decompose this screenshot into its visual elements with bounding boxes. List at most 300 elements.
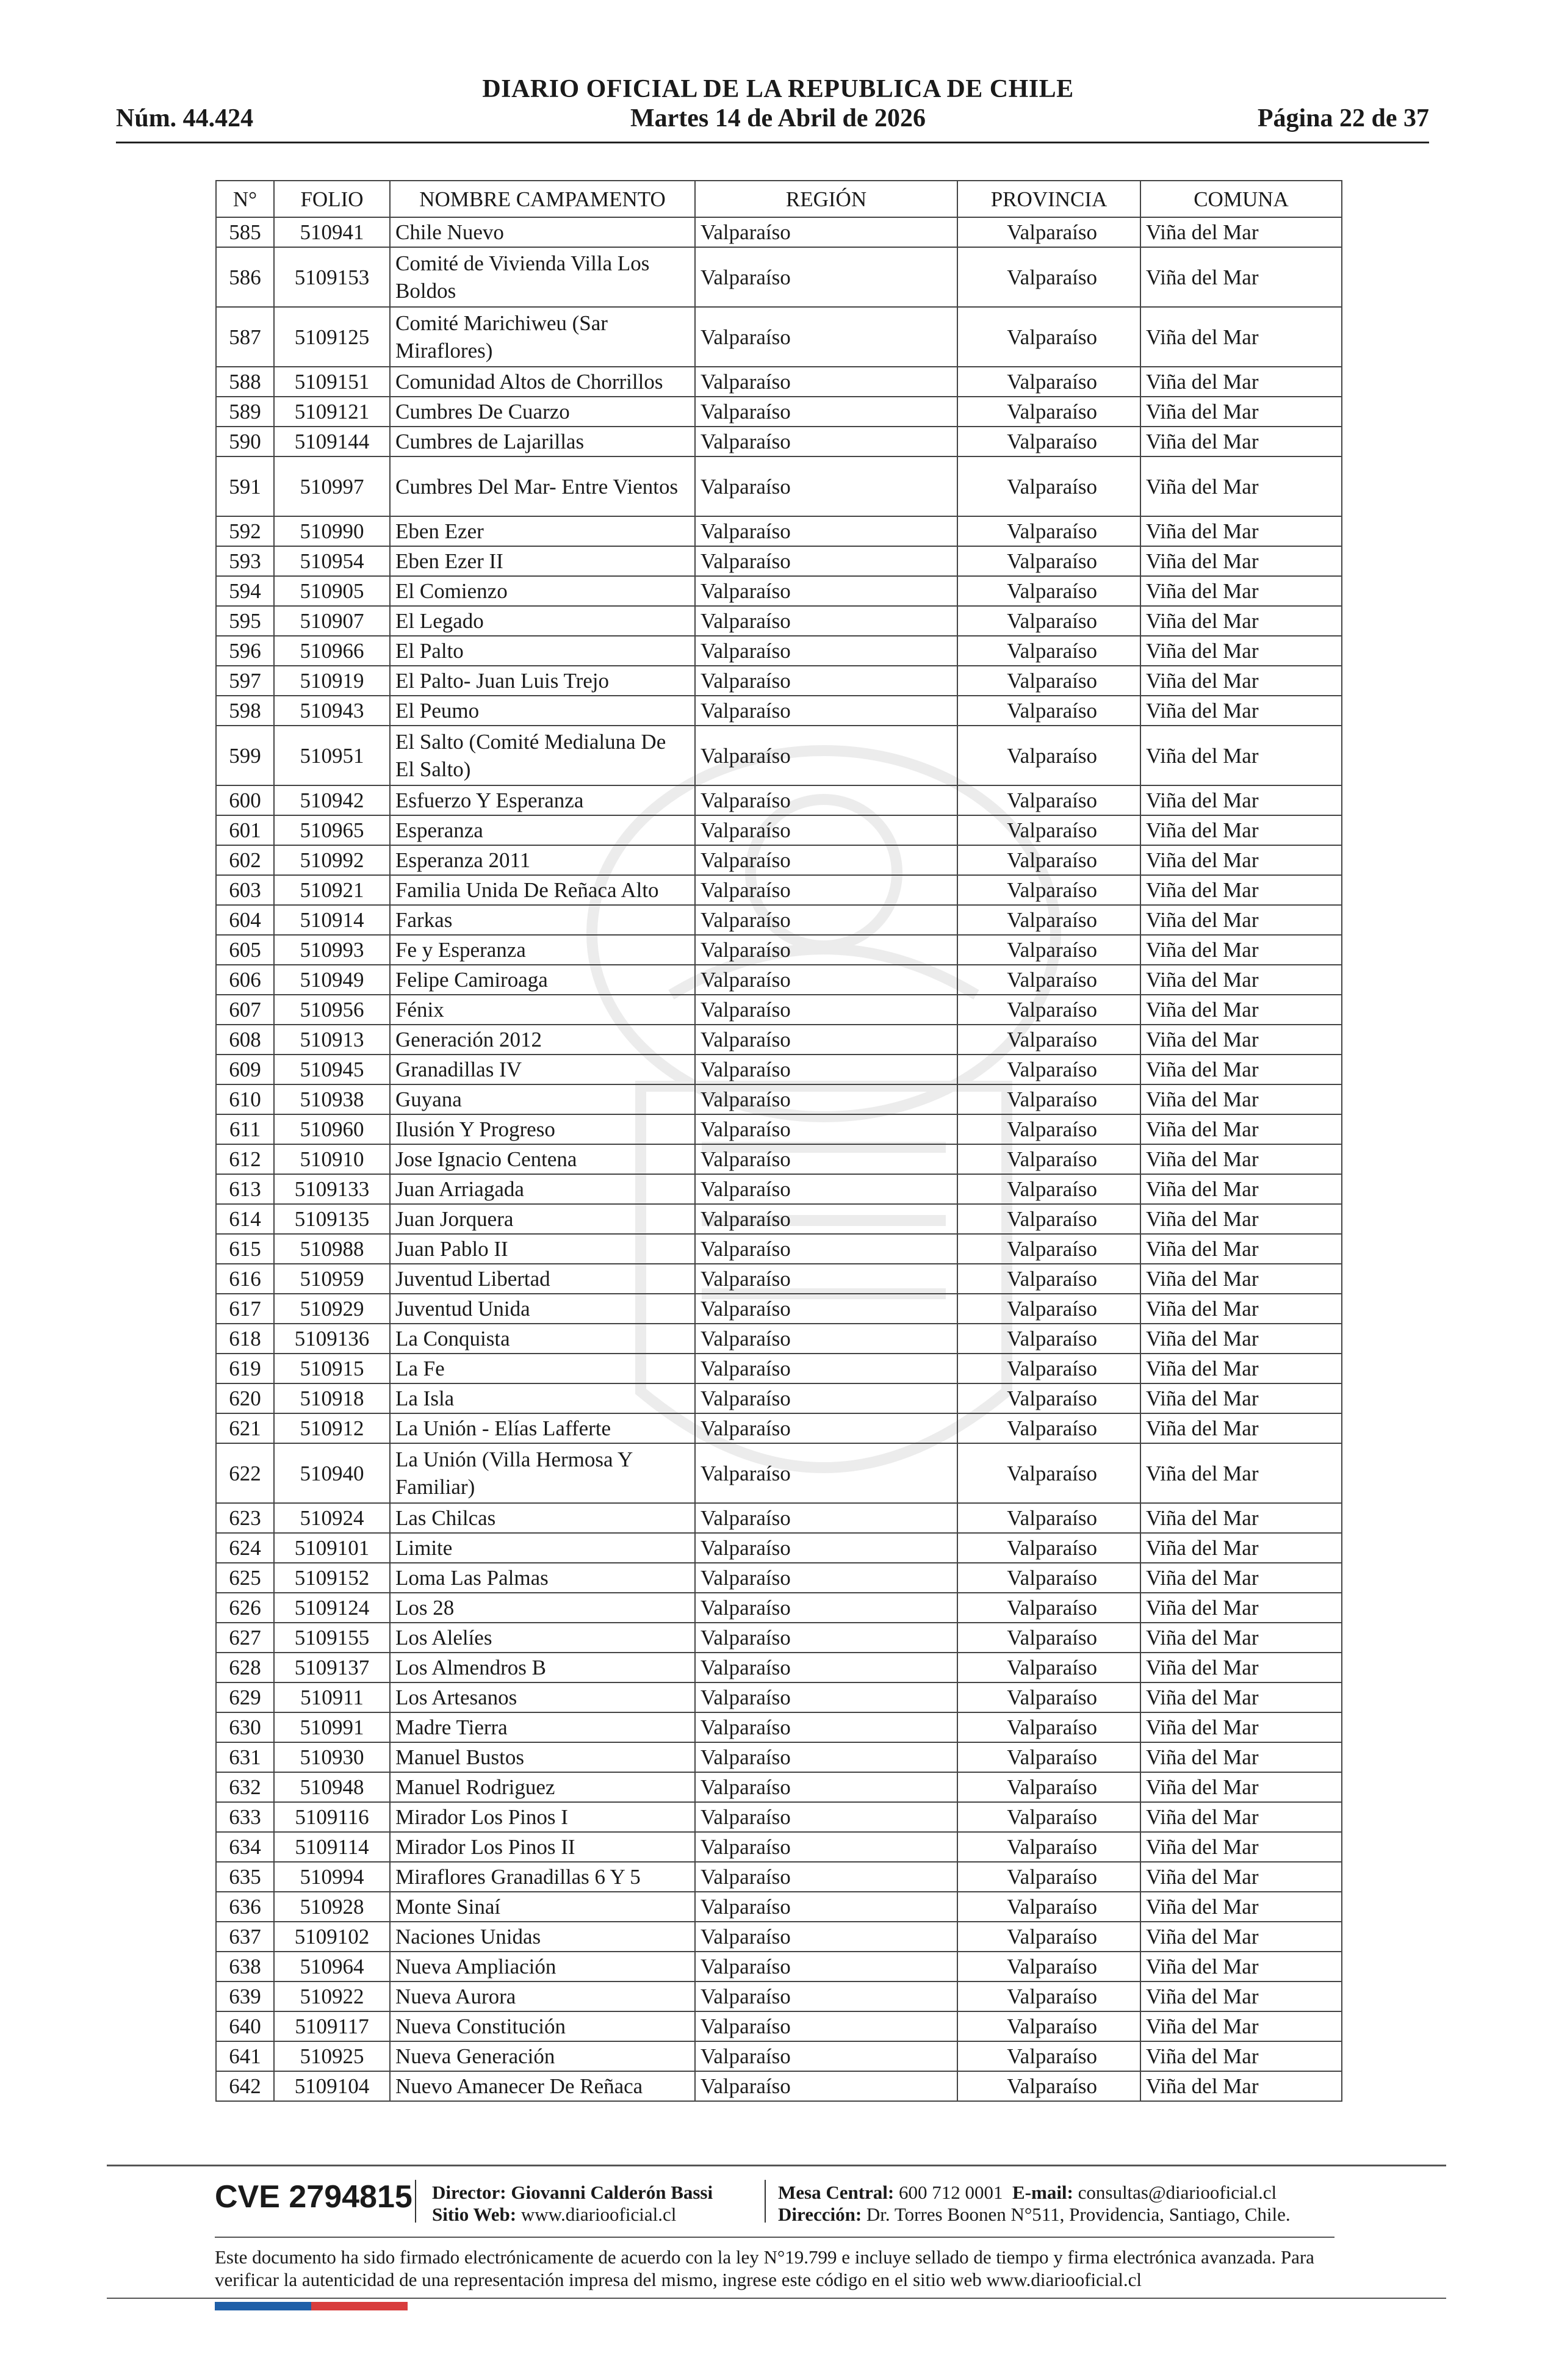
cell-number: 619 (216, 1354, 274, 1383)
cell-comuna: Viña del Mar (1140, 2041, 1342, 2071)
cell-number: 618 (216, 1324, 274, 1354)
table-row (216, 1174, 1342, 1204)
cell-name: Felipe Camiroaga (390, 965, 695, 995)
cell-provincia: Valparaíso (957, 1294, 1140, 1324)
address-value: Dr. Torres Boonen N°511, Providencia, Santiago, Chile. (866, 2204, 1291, 2225)
cell-provincia: Valparaíso (957, 1982, 1140, 2011)
table-row (216, 1563, 1342, 1593)
cell-folio: 510942 (274, 785, 390, 815)
table-row (216, 935, 1342, 965)
cell-name: Los Almendros B (390, 1653, 695, 1682)
cell-provincia: Valparaíso (957, 1712, 1140, 1742)
cell-folio: 510929 (274, 1294, 390, 1324)
cell-comuna: Viña del Mar (1140, 1772, 1342, 1802)
cell-comuna: Viña del Mar (1140, 1802, 1342, 1832)
cell-name: Jose Ignacio Centena (390, 1144, 695, 1174)
cell-provincia: Valparaíso (957, 1114, 1140, 1144)
cell-name: El Palto- Juan Luis Trejo (390, 666, 695, 696)
cell-region: Valparaíso (695, 785, 957, 815)
cell-comuna: Viña del Mar (1140, 1294, 1342, 1324)
cell-name: La Fe (390, 1354, 695, 1383)
cell-name: La Unión - Elías Lafferte (390, 1413, 695, 1443)
cell-region: Valparaíso (695, 726, 957, 785)
cell-provincia: Valparaíso (957, 815, 1140, 845)
cell-number: 594 (216, 576, 274, 606)
cell-provincia: Valparaíso (957, 965, 1140, 995)
cell-provincia: Valparaíso (957, 1742, 1140, 1772)
cell-region: Valparaíso (695, 845, 957, 875)
col-header-provincia: PROVINCIA (957, 181, 1140, 217)
cell-provincia: Valparaíso (957, 1623, 1140, 1653)
cell-folio: 510948 (274, 1772, 390, 1802)
cell-number: 611 (216, 1114, 274, 1144)
cell-region: Valparaíso (695, 935, 957, 965)
cell-name: La Isla (390, 1383, 695, 1413)
cell-folio: 510997 (274, 456, 390, 516)
cell-folio: 510915 (274, 1354, 390, 1383)
cell-number: 607 (216, 995, 274, 1025)
cell-provincia: Valparaíso (957, 1174, 1140, 1204)
cell-folio: 5109101 (274, 1533, 390, 1563)
table-row (216, 546, 1342, 576)
cell-region: Valparaíso (695, 1802, 957, 1832)
cell-comuna: Viña del Mar (1140, 1922, 1342, 1952)
cell-folio: 510990 (274, 516, 390, 546)
cell-name: Los Artesanos (390, 1682, 695, 1712)
director-info (432, 2182, 713, 2226)
cell-name: Esperanza 2011 (390, 845, 695, 875)
cell-provincia: Valparaíso (957, 1832, 1140, 1862)
cell-folio: 510993 (274, 935, 390, 965)
cell-folio: 510949 (274, 965, 390, 995)
cell-region: Valparaíso (695, 1204, 957, 1234)
cell-number: 609 (216, 1055, 274, 1084)
cell-number: 599 (216, 726, 274, 785)
cell-region: Valparaíso (695, 666, 957, 696)
table-header-row (216, 181, 1342, 217)
cell-name: Generación 2012 (390, 1025, 695, 1055)
cell-name: Manuel Bustos (390, 1742, 695, 1772)
cell-name: Monte Sinaí (390, 1892, 695, 1922)
cell-number: 627 (216, 1623, 274, 1653)
cell-folio: 510919 (274, 666, 390, 696)
cell-number: 603 (216, 875, 274, 905)
cell-number: 597 (216, 666, 274, 696)
cell-comuna: Viña del Mar (1140, 935, 1342, 965)
cell-provincia: Valparaíso (957, 1892, 1140, 1922)
cell-number: 606 (216, 965, 274, 995)
table-row (216, 905, 1342, 935)
cell-comuna: Viña del Mar (1140, 1533, 1342, 1563)
cell-folio: 510964 (274, 1952, 390, 1982)
cell-region: Valparaíso (695, 2011, 957, 2041)
cell-name: Fe y Esperanza (390, 935, 695, 965)
table-row (216, 1204, 1342, 1234)
cell-comuna: Viña del Mar (1140, 1982, 1342, 2011)
cell-name: Juventud Libertad (390, 1264, 695, 1294)
cell-folio: 5109133 (274, 1174, 390, 1204)
cell-number: 585 (216, 217, 274, 247)
address-label: Dirección: (778, 2204, 862, 2225)
cell-region: Valparaíso (695, 1653, 957, 1682)
table-row (216, 456, 1342, 516)
table-row (216, 397, 1342, 427)
table-row (216, 1294, 1342, 1324)
cell-region: Valparaíso (695, 1025, 957, 1055)
cell-folio: 5109116 (274, 1802, 390, 1832)
cell-comuna: Viña del Mar (1140, 1503, 1342, 1533)
cell-folio: 510918 (274, 1383, 390, 1413)
cell-comuna: Viña del Mar (1140, 1354, 1342, 1383)
cell-number: 602 (216, 845, 274, 875)
cell-name: El Salto (Comité Medialuna De El Salto) (390, 726, 695, 785)
contact-info (778, 2182, 1291, 2226)
cell-folio: 510988 (274, 1234, 390, 1264)
cell-region: Valparaíso (695, 1593, 957, 1623)
cell-comuna: Viña del Mar (1140, 1682, 1342, 1712)
cell-name: Nuevo Amanecer De Reñaca (390, 2071, 695, 2101)
cell-number: 636 (216, 1892, 274, 1922)
cell-folio: 5109152 (274, 1563, 390, 1593)
table-row (216, 2071, 1342, 2101)
cell-name: Nueva Generación (390, 2041, 695, 2071)
cell-provincia: Valparaíso (957, 307, 1140, 367)
cell-name: Comunidad Altos de Chorrillos (390, 367, 695, 397)
cell-folio: 510965 (274, 815, 390, 845)
cell-folio: 5109124 (274, 1593, 390, 1623)
cell-region: Valparaíso (695, 1533, 957, 1563)
table-row (216, 427, 1342, 456)
cell-comuna: Viña del Mar (1140, 217, 1342, 247)
cell-comuna: Viña del Mar (1140, 696, 1342, 726)
cell-folio: 510907 (274, 606, 390, 636)
table-row (216, 1772, 1342, 1802)
cell-comuna: Viña del Mar (1140, 1264, 1342, 1294)
cell-comuna: Viña del Mar (1140, 606, 1342, 636)
cell-number: 620 (216, 1383, 274, 1413)
cell-name: Cumbres De Cuarzo (390, 397, 695, 427)
cell-comuna: Viña del Mar (1140, 1055, 1342, 1084)
cell-comuna: Viña del Mar (1140, 1443, 1342, 1503)
cell-provincia: Valparaíso (957, 1413, 1140, 1443)
cell-region: Valparaíso (695, 427, 957, 456)
cell-number: 631 (216, 1742, 274, 1772)
table-row (216, 217, 1342, 247)
signature-disclaimer: Este documento ha sido firmado electrónicamente de acuerdo con la ley N°19.799 e incluye sellado de tiempo y firma electrónica avanzada. Para verificar la autenticidad de una representación impresa del mismo, ingrese este código en el sitio web www.diariooficial.cl (215, 2246, 1314, 2290)
cell-comuna: Viña del Mar (1140, 307, 1342, 367)
footer-divider (107, 2165, 1446, 2166)
cell-number: 626 (216, 1593, 274, 1623)
cell-folio: 510925 (274, 2041, 390, 2071)
cell-provincia: Valparaíso (957, 995, 1140, 1025)
cell-region: Valparaíso (695, 875, 957, 905)
cell-region: Valparaíso (695, 696, 957, 726)
cell-region: Valparaíso (695, 1563, 957, 1593)
cell-folio: 510914 (274, 905, 390, 935)
table-row (216, 845, 1342, 875)
cell-comuna: Viña del Mar (1140, 965, 1342, 995)
cell-comuna: Viña del Mar (1140, 1324, 1342, 1354)
cell-provincia: Valparaíso (957, 1653, 1140, 1682)
cell-comuna: Viña del Mar (1140, 995, 1342, 1025)
cell-region: Valparaíso (695, 1862, 957, 1892)
cell-folio: 510960 (274, 1114, 390, 1144)
cell-number: 604 (216, 905, 274, 935)
cell-provincia: Valparaíso (957, 1383, 1140, 1413)
cell-number: 605 (216, 935, 274, 965)
cell-region: Valparaíso (695, 636, 957, 666)
cell-number: 629 (216, 1682, 274, 1712)
footer-divider (215, 2237, 1334, 2238)
cell-number: 598 (216, 696, 274, 726)
table-row (216, 1383, 1342, 1413)
cell-provincia: Valparaíso (957, 1533, 1140, 1563)
cell-number: 591 (216, 456, 274, 516)
cell-name: Juventud Unida (390, 1294, 695, 1324)
table-row (216, 1144, 1342, 1174)
cell-comuna: Viña del Mar (1140, 247, 1342, 307)
cell-comuna: Viña del Mar (1140, 1892, 1342, 1922)
cell-provincia: Valparaíso (957, 1204, 1140, 1234)
col-header-folio: FOLIO (274, 181, 390, 217)
cell-comuna: Viña del Mar (1140, 1204, 1342, 1234)
cell-comuna: Viña del Mar (1140, 1413, 1342, 1443)
table-row (216, 367, 1342, 397)
cell-name: Ilusión Y Progreso (390, 1114, 695, 1144)
cell-provincia: Valparaíso (957, 845, 1140, 875)
cell-folio: 510992 (274, 845, 390, 875)
cell-region: Valparaíso (695, 1772, 957, 1802)
table-row (216, 576, 1342, 606)
cell-region: Valparaíso (695, 456, 957, 516)
table-row (216, 875, 1342, 905)
cell-region: Valparaíso (695, 995, 957, 1025)
cell-number: 634 (216, 1832, 274, 1862)
cell-region: Valparaíso (695, 905, 957, 935)
cell-name: Juan Jorquera (390, 1204, 695, 1234)
table-row (216, 1982, 1342, 2011)
cell-name: Mirador Los Pinos I (390, 1802, 695, 1832)
cell-region: Valparaíso (695, 1443, 957, 1503)
table-row (216, 1682, 1342, 1712)
cell-region: Valparaíso (695, 1413, 957, 1443)
cell-comuna: Viña del Mar (1140, 1623, 1342, 1653)
cell-provincia: Valparaíso (957, 2011, 1140, 2041)
cell-folio: 510954 (274, 546, 390, 576)
cell-number: 642 (216, 2071, 274, 2101)
cell-folio: 510943 (274, 696, 390, 726)
table-row (216, 516, 1342, 546)
cell-provincia: Valparaíso (957, 696, 1140, 726)
cell-comuna: Viña del Mar (1140, 516, 1342, 546)
cell-comuna: Viña del Mar (1140, 456, 1342, 516)
cell-region: Valparaíso (695, 307, 957, 367)
cell-folio: 5109104 (274, 2071, 390, 2101)
email-label: E-mail: (1012, 2182, 1073, 2203)
table-row (216, 696, 1342, 726)
cell-region: Valparaíso (695, 1174, 957, 1204)
cell-number: 641 (216, 2041, 274, 2071)
table-row (216, 1712, 1342, 1742)
cell-number: 624 (216, 1533, 274, 1563)
cell-folio: 510938 (274, 1084, 390, 1114)
cell-region: Valparaíso (695, 367, 957, 397)
table-row (216, 1084, 1342, 1114)
camps-table (215, 180, 1342, 2102)
cell-provincia: Valparaíso (957, 1443, 1140, 1503)
cell-number: 615 (216, 1234, 274, 1264)
cell-provincia: Valparaíso (957, 2071, 1140, 2101)
cell-comuna: Viña del Mar (1140, 397, 1342, 427)
table-row (216, 1055, 1342, 1084)
cell-comuna: Viña del Mar (1140, 845, 1342, 875)
table-row (216, 1832, 1342, 1862)
cell-comuna: Viña del Mar (1140, 1025, 1342, 1055)
cell-folio: 5109151 (274, 367, 390, 397)
cell-folio: 510924 (274, 1503, 390, 1533)
cell-number: 587 (216, 307, 274, 367)
cell-name: Cumbres de Lajarillas (390, 427, 695, 456)
cell-name: Las Chilcas (390, 1503, 695, 1533)
table-row (216, 1264, 1342, 1294)
phone-label: Mesa Central: (778, 2182, 895, 2203)
cell-comuna: Viña del Mar (1140, 1862, 1342, 1892)
cell-comuna: Viña del Mar (1140, 1593, 1342, 1623)
cell-region: Valparaíso (695, 1234, 957, 1264)
cell-provincia: Valparaíso (957, 1084, 1140, 1114)
cell-name: Eben Ezer II (390, 546, 695, 576)
cell-provincia: Valparaíso (957, 1354, 1140, 1383)
cell-name: Mirador Los Pinos II (390, 1832, 695, 1862)
cell-folio: 5109136 (274, 1324, 390, 1354)
cell-folio: 5109114 (274, 1832, 390, 1862)
cell-comuna: Viña del Mar (1140, 1563, 1342, 1593)
cell-region: Valparaíso (695, 1952, 957, 1982)
cell-provincia: Valparaíso (957, 456, 1140, 516)
cell-number: 614 (216, 1204, 274, 1234)
cell-number: 608 (216, 1025, 274, 1055)
cell-number: 621 (216, 1413, 274, 1443)
cell-region: Valparaíso (695, 1264, 957, 1294)
cell-number: 637 (216, 1922, 274, 1952)
cell-name: Comité de Vivienda Villa Los Boldos (390, 247, 695, 307)
cell-region: Valparaíso (695, 1712, 957, 1742)
cell-region: Valparaíso (695, 397, 957, 427)
table-row (216, 307, 1342, 367)
cell-region: Valparaíso (695, 1294, 957, 1324)
cell-region: Valparaíso (695, 1742, 957, 1772)
director-label: Director: (432, 2182, 506, 2203)
cell-region: Valparaíso (695, 1922, 957, 1952)
cell-region: Valparaíso (695, 576, 957, 606)
cell-provincia: Valparaíso (957, 935, 1140, 965)
cell-comuna: Viña del Mar (1140, 576, 1342, 606)
cell-number: 596 (216, 636, 274, 666)
director-name: Giovanni Calderón Bassi (511, 2182, 713, 2203)
cell-name: La Conquista (390, 1324, 695, 1354)
cell-number: 613 (216, 1174, 274, 1204)
cell-provincia: Valparaíso (957, 367, 1140, 397)
cell-folio: 510928 (274, 1892, 390, 1922)
cell-comuna: Viña del Mar (1140, 666, 1342, 696)
table-row (216, 636, 1342, 666)
website-link[interactable]: www.diariooficial.cl (520, 2204, 677, 2225)
cell-comuna: Viña del Mar (1140, 1234, 1342, 1264)
cell-number: 640 (216, 2011, 274, 2041)
newspaper-title: DIARIO OFICIAL DE LA REPUBLICA DE CHILE (482, 75, 1074, 103)
cell-region: Valparaíso (695, 546, 957, 576)
cell-name: Los Alelíes (390, 1623, 695, 1653)
cell-name: Guyana (390, 1084, 695, 1114)
cell-comuna: Viña del Mar (1140, 367, 1342, 397)
cell-name: Esperanza (390, 815, 695, 845)
table-row (216, 995, 1342, 1025)
cell-name: Fénix (390, 995, 695, 1025)
header-divider (116, 142, 1429, 143)
table-row (216, 785, 1342, 815)
cell-name: Familia Unida De Reñaca Alto (390, 875, 695, 905)
cell-comuna: Viña del Mar (1140, 1952, 1342, 1982)
table-row (216, 666, 1342, 696)
email-link[interactable]: consultas@diariooficial.cl (1078, 2182, 1277, 2203)
cell-name: Madre Tierra (390, 1712, 695, 1742)
cell-provincia: Valparaíso (957, 1862, 1140, 1892)
cell-comuna: Viña del Mar (1140, 1832, 1342, 1862)
cell-comuna: Viña del Mar (1140, 2011, 1342, 2041)
cell-folio: 510910 (274, 1144, 390, 1174)
cell-region: Valparaíso (695, 1114, 957, 1144)
cell-number: 632 (216, 1772, 274, 1802)
table-row (216, 1354, 1342, 1383)
cell-region: Valparaíso (695, 965, 957, 995)
table-row (216, 2041, 1342, 2071)
table-row (216, 815, 1342, 845)
cell-number: 590 (216, 427, 274, 456)
cell-number: 639 (216, 1982, 274, 2011)
cell-name: Juan Pablo II (390, 1234, 695, 1264)
cell-comuna: Viña del Mar (1140, 636, 1342, 666)
cell-number: 595 (216, 606, 274, 636)
cell-region: Valparaíso (695, 1503, 957, 1533)
cell-folio: 510959 (274, 1264, 390, 1294)
cell-provincia: Valparaíso (957, 1593, 1140, 1623)
table-row (216, 726, 1342, 785)
cell-name: Naciones Unidas (390, 1922, 695, 1952)
cell-provincia: Valparaíso (957, 636, 1140, 666)
cell-folio: 510966 (274, 636, 390, 666)
cell-provincia: Valparaíso (957, 666, 1140, 696)
cell-comuna: Viña del Mar (1140, 905, 1342, 935)
footer-separator (415, 2180, 416, 2223)
cell-provincia: Valparaíso (957, 576, 1140, 606)
cell-provincia: Valparaíso (957, 1025, 1140, 1055)
table-row (216, 1862, 1342, 1892)
table-body (216, 217, 1342, 2101)
cell-folio: 510956 (274, 995, 390, 1025)
cell-region: Valparaíso (695, 1354, 957, 1383)
cell-comuna: Viña del Mar (1140, 875, 1342, 905)
cell-region: Valparaíso (695, 1084, 957, 1114)
cell-provincia: Valparaíso (957, 1802, 1140, 1832)
cell-provincia: Valparaíso (957, 217, 1140, 247)
cell-folio: 510951 (274, 726, 390, 785)
cell-number: 635 (216, 1862, 274, 1892)
cell-provincia: Valparaíso (957, 1264, 1140, 1294)
table-row (216, 1324, 1342, 1354)
cell-provincia: Valparaíso (957, 1922, 1140, 1952)
cell-name: Farkas (390, 905, 695, 935)
table-row (216, 1742, 1342, 1772)
